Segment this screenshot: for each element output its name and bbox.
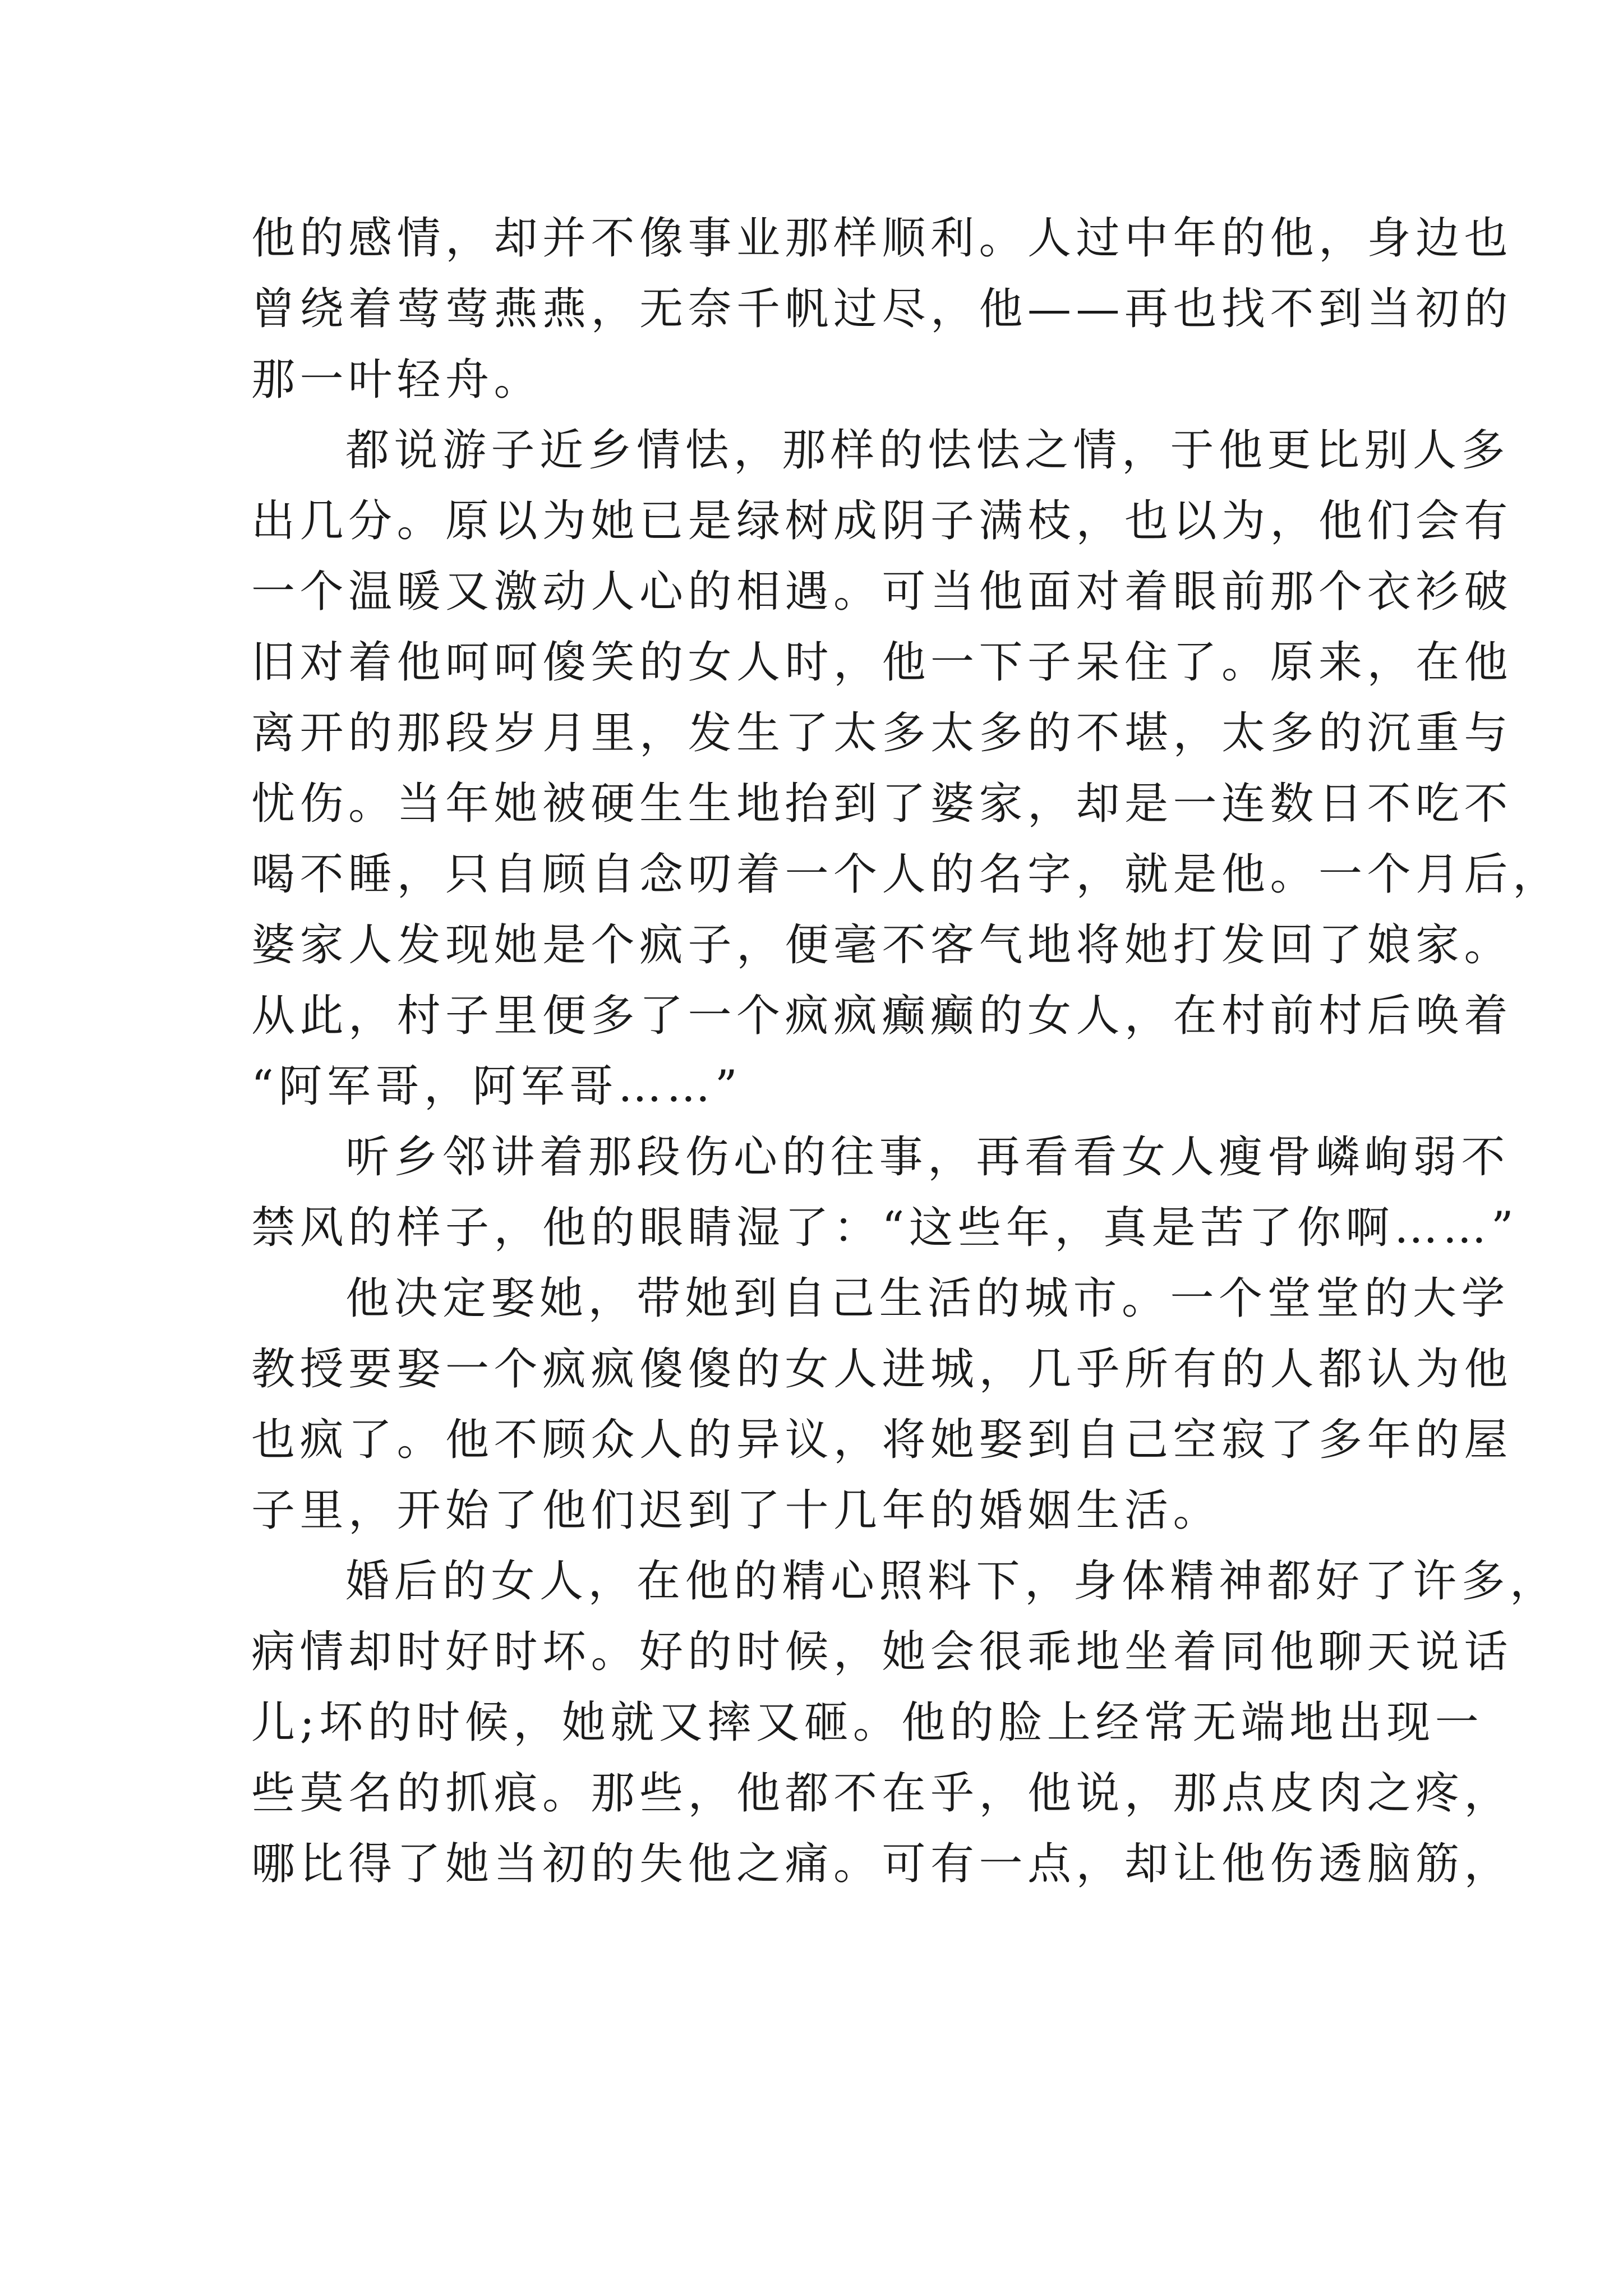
text-line-13: “阿军哥，阿军哥……” [251,1061,743,1112]
text-line-17: 教授要娶一个疯疯傻傻的女人进城，几乎所有的人都认为他 [251,1344,1513,1395]
text-line-24: 哪比得了她当初的失他之痛。可有一点，却让他伤透脑筋， [251,1839,1513,1889]
text-line-10: 喝不睡，只自顾自念叨着一个人的名字，就是他。一个月后， [251,849,1561,900]
text-line-3: 那一叶轻舟。 [251,355,543,405]
text-line-23: 些莫名的抓痕。那些，他都不在乎，他说，那点皮肉之疼， [251,1768,1513,1819]
text-line-15: 禁风的样子，他的眼睛湿了：“这些年，真是苦了你啊……” [251,1203,1519,1253]
text-line-1: 他的感情，却并不像事业那样顺利。人过中年的他，身边也 [251,213,1513,264]
text-line-16: 他决定娶她，带她到自己生活的城市。一个堂堂的大学 [345,1273,1510,1324]
text-line-7: 旧对着他呵呵傻笑的女人时，他一下子呆住了。原来，在他 [251,637,1513,688]
text-line-8: 离开的那段岁月里，发生了太多太多的不堪，太多的沉重与 [251,708,1513,758]
text-line-5: 出几分。原以为她已是绿树成阴子满枝，也以为，他们会有 [251,496,1513,546]
text-line-9: 忧伤。当年她被硬生生地抬到了婆家，却是一连数日不吃不 [251,779,1513,829]
text-line-20: 婚后的女人，在他的精心照料下，身体精神都好了许多， [345,1556,1559,1607]
text-line-21: 病情却时好时坏。好的时候，她会很乖地坐着同他聊天说话 [251,1627,1513,1677]
text-line-14: 听乡邻讲着那段伤心的往事，再看看女人瘦骨嶙峋弱不 [345,1132,1510,1182]
text-line-6: 一个温暖又激动人心的相遇。可当他面对着眼前那个衣衫破 [251,567,1513,617]
text-line-12: 从此，村子里便多了一个疯疯癫癫的女人，在村前村后唤着 [251,991,1513,1041]
text-line-11: 婆家人发现她是个疯子，便毫不客气地将她打发回了娘家。 [251,920,1513,970]
text-line-4: 都说游子近乡情怯，那样的怯怯之情，于他更比别人多 [345,425,1510,476]
body-text [251,203,1561,1899]
text-line-22: 儿;坏的时候，她就又摔又砸。他的脸上经常无端地出现一 [251,1697,1484,1748]
text-line-18: 也疯了。他不顾众人的异议，将她娶到自己空寂了多年的屋 [251,1415,1513,1465]
text-line-19: 子里，开始了他们迟到了十几年的婚姻生活。 [251,1485,1222,1536]
text-line-2: 曾绕着莺莺燕燕，无奈千帆过尽，他——再也找不到当初的 [251,284,1513,334]
